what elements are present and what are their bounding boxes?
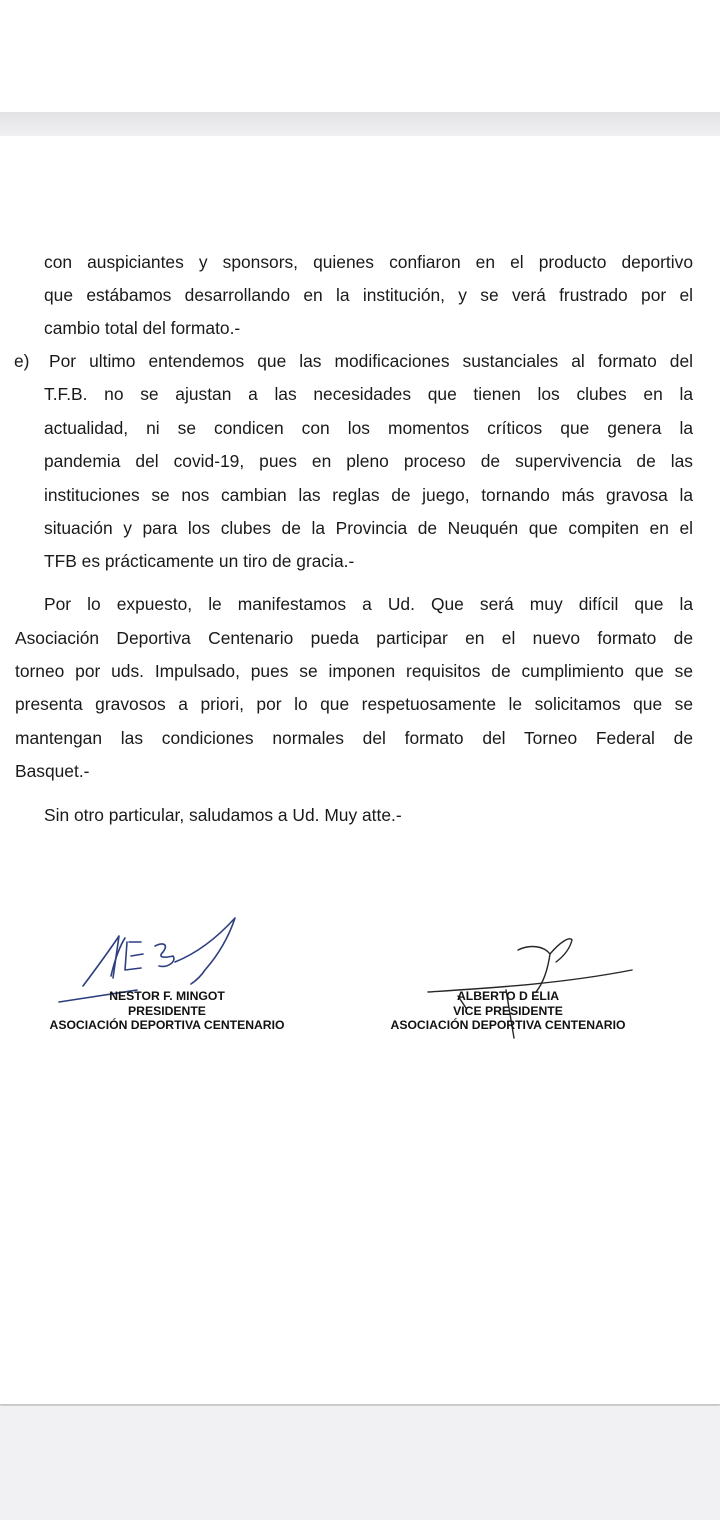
page-gap — [0, 112, 720, 136]
text-line: instituciones se nos cambian las reglas de juego, tornando más gravosa la — [44, 485, 693, 505]
text-line: que estábamos desarrollando en la institución, y se verá frustrado por el — [44, 285, 693, 305]
text-line: torneo por uds. Impulsado, pues se imponen requisitos de cumplimiento que se — [15, 661, 693, 681]
signatory-name: ALBERTO D ELIA — [456, 989, 560, 1003]
signatory-role: PRESIDENTE — [128, 1003, 206, 1018]
text-line: TFB es prácticamente un tiro de gracia.- — [44, 551, 355, 571]
viewer-top-bar — [0, 0, 720, 112]
farewell-line: Sin otro particular, saludamos a Ud. Muy atte.- — [44, 805, 402, 825]
text-line: mantengan las condiciones normales del formato del Torneo Federal de — [15, 728, 693, 748]
signatory-name: NESTOR F. MINGOT — [109, 989, 225, 1003]
text-line: Por ultimo entendemos que las modificaciones sustanciales al formato del — [49, 351, 693, 371]
signatory-org: ASOCIACIÓN DEPORTIVA CENTENARIO — [49, 1018, 285, 1032]
signatory-org: ASOCIACIÓN DEPORTIVA CENTENARIO — [390, 1018, 626, 1032]
signature-block-right — [376, 989, 640, 1033]
signature-block-left — [33, 989, 301, 1033]
signatory-role: VICE PRESIDENTE — [453, 1003, 563, 1018]
document-page[interactable] — [0, 136, 720, 1405]
text-line: Asociación Deportiva Centenario pueda participar en el nuevo formato de — [15, 628, 693, 648]
text-line: pandemia del covid-19, pues en pleno proceso de supervivencia de las — [44, 451, 693, 471]
text-line: actualidad, ni se condicen con los momentos críticos que genera la — [44, 418, 693, 438]
viewer-bottom-area — [0, 1406, 720, 1520]
text-line: presenta gravosos a priori, por lo que respetuosamente le solicitamos que se — [15, 694, 693, 714]
text-line: con auspiciantes y sponsors, quienes confiaron en el producto deportivo — [44, 252, 693, 272]
list-marker-e: e) — [14, 351, 30, 371]
text-line: cambio total del formato.- — [44, 318, 241, 338]
text-line: Basquet.- — [15, 761, 90, 781]
text-line: T.F.B. no se ajustan a las necesidades que tienen los clubes en la — [44, 384, 693, 404]
text-line: situación y para los clubes de la Provincia de Neuquén que compiten en el — [44, 518, 693, 538]
text-line: Por lo expuesto, le manifestamos a Ud. Que será muy difícil que la — [44, 594, 693, 614]
